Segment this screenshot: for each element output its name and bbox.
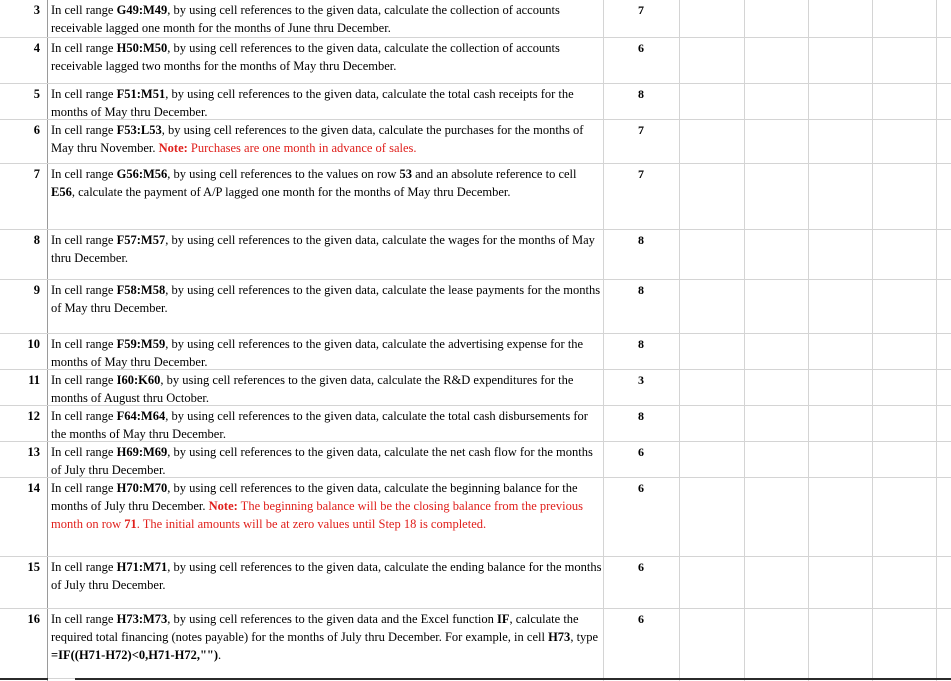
table-row[interactable] xyxy=(0,38,951,84)
text-segment: In cell range xyxy=(51,445,117,459)
step-number: 15 xyxy=(27,560,40,574)
step-description xyxy=(51,406,603,443)
step-description xyxy=(51,230,603,267)
step-number: 5 xyxy=(33,87,40,101)
text-segment: . xyxy=(218,648,222,662)
step-description xyxy=(51,334,603,371)
text-segment: In cell range xyxy=(51,560,117,574)
text-segment: In cell range xyxy=(51,373,117,387)
step-number: 4 xyxy=(33,41,40,55)
text-segment: In cell range xyxy=(51,481,117,495)
points-value: 8 xyxy=(638,409,644,423)
bold-text: F59:M59 xyxy=(116,337,166,351)
text-segment: In cell range xyxy=(51,233,117,247)
points-value: 6 xyxy=(638,481,644,495)
points-value: 8 xyxy=(638,337,644,351)
bold-text: F58:M58 xyxy=(116,283,166,297)
text-segment: , by using cell references to the given data, calculate the lease payments for the months of May thru December. xyxy=(51,283,601,315)
table-row[interactable] xyxy=(0,0,951,38)
table-row[interactable] xyxy=(0,334,951,370)
bottom-border xyxy=(75,678,951,680)
text-segment: , by using cell references to the values on row xyxy=(167,167,400,181)
bold-text: 53 xyxy=(399,167,412,181)
text-segment: , type xyxy=(570,630,599,644)
step-number: 13 xyxy=(27,445,40,459)
step-number: 16 xyxy=(27,612,40,626)
text-segment: In cell range xyxy=(51,337,117,351)
table-row[interactable] xyxy=(0,478,951,557)
table-row[interactable] xyxy=(0,557,951,609)
bold-text: H73 xyxy=(548,630,571,644)
points-value: 3 xyxy=(638,373,644,387)
step-description xyxy=(51,442,603,479)
text-segment: In cell range xyxy=(51,87,117,101)
table-row[interactable] xyxy=(0,84,951,120)
bold-text: G56:M56 xyxy=(116,167,168,181)
text-segment: . The initial amounts will be at zero values until Step 18 is completed. xyxy=(136,517,487,531)
bold-text: F64:M64 xyxy=(116,409,166,423)
bold-text: 71 xyxy=(124,517,137,531)
text-segment: , by using cell references to the given data, calculate the collection of accounts receivable lagged one month for the months of June thru December. xyxy=(51,3,560,35)
text-segment: , by using cell references to the given data, calculate the R&D expenditures for the months of August thru October. xyxy=(51,373,574,405)
text-segment: , by using cell references to the given data, calculate the advertising expense for the months of May thru December. xyxy=(51,337,584,369)
text-segment: Purchases are one month in advance of sales. xyxy=(187,141,417,155)
points-value: 8 xyxy=(638,283,644,297)
points-value: 6 xyxy=(638,612,644,626)
bold-text: H70:M70 xyxy=(116,481,168,495)
table-row[interactable] xyxy=(0,120,951,164)
text-segment: , by using cell references to the given data, calculate the wages for the months of May thru December. xyxy=(51,233,595,265)
text-segment: , by using cell references to the given data, calculate the ending balance for the months of July thru December. xyxy=(51,560,602,592)
bottom-border xyxy=(0,678,48,680)
bold-text: F51:M51 xyxy=(116,87,166,101)
step-number: 9 xyxy=(33,283,40,297)
text-segment: , by using cell references to the given data, calculate the beginning balance for the months of July thru December. xyxy=(51,481,578,513)
table-row[interactable] xyxy=(0,406,951,442)
text-segment: , by using cell references to the given data, calculate the net cash flow for the months of July thru December. xyxy=(51,445,593,477)
step-description xyxy=(51,370,603,407)
step-description xyxy=(51,557,603,594)
text-segment: , by using cell references to the given data, calculate the collection of accounts receivable lagged two months for the months of May thru December. xyxy=(51,41,560,73)
step-description xyxy=(51,164,603,201)
bold-text: F53:L53 xyxy=(116,123,162,137)
step-description xyxy=(51,38,603,75)
text-segment: , by using cell references to the given data, calculate the total cash disbursements for the months of May thru December. xyxy=(51,409,588,441)
text-segment: , calculate the required total financing (notes payable) for the months of July thru December. For example, in cell xyxy=(51,612,579,644)
bold-text: G49:M49 xyxy=(116,3,168,17)
table-row[interactable] xyxy=(0,370,951,406)
bold-text: IF xyxy=(497,612,510,626)
step-number: 6 xyxy=(33,123,40,137)
text-segment: , by using cell references to the given data, calculate the purchases for the months of May thru November. xyxy=(51,123,584,155)
bold-text: E56 xyxy=(51,185,72,199)
bold-text: I60:K60 xyxy=(116,373,161,387)
points-value: 6 xyxy=(638,560,644,574)
bold-text: F57:M57 xyxy=(116,233,166,247)
text-segment: In cell range xyxy=(51,123,117,137)
table-row[interactable] xyxy=(0,280,951,334)
points-value: 8 xyxy=(638,87,644,101)
bold-text: Note: xyxy=(208,499,238,513)
bold-text: H69:M69 xyxy=(116,445,168,459)
step-number: 7 xyxy=(33,167,40,181)
text-segment: In cell range xyxy=(51,409,117,423)
text-segment: In cell range xyxy=(51,3,117,17)
text-segment: In cell range xyxy=(51,167,117,181)
table-row[interactable] xyxy=(0,442,951,478)
step-number: 10 xyxy=(27,337,40,351)
step-description xyxy=(51,84,603,121)
points-value: 6 xyxy=(638,445,644,459)
step-description xyxy=(51,609,603,664)
text-segment: In cell range xyxy=(51,612,117,626)
text-segment: and an absolute reference to cell xyxy=(412,167,577,181)
step-description xyxy=(51,0,603,37)
points-value: 7 xyxy=(638,167,644,181)
table-row[interactable] xyxy=(0,164,951,230)
text-segment: In cell range xyxy=(51,283,117,297)
bold-text: H71:M71 xyxy=(116,560,168,574)
bold-text: =IF((H71-H72)<0,H71-H72,"") xyxy=(51,648,218,662)
text-segment: The beginning balance will be the closing balance from the previous month on row xyxy=(51,499,583,531)
points-value: 6 xyxy=(638,41,644,55)
step-number: 11 xyxy=(28,373,40,387)
step-number: 3 xyxy=(33,3,40,17)
points-value: 7 xyxy=(638,123,644,137)
step-number: 12 xyxy=(27,409,40,423)
step-description xyxy=(51,478,603,533)
table-row[interactable] xyxy=(0,609,951,679)
text-segment: , by using cell references to the given data, calculate the total cash receipts for the months of May thru December. xyxy=(51,87,574,119)
bold-text: H73:M73 xyxy=(116,612,168,626)
step-description xyxy=(51,280,603,317)
bold-text: Note: xyxy=(158,141,188,155)
points-value: 8 xyxy=(638,233,644,247)
step-number: 8 xyxy=(33,233,40,247)
bold-text: H50:M50 xyxy=(116,41,168,55)
table-row[interactable] xyxy=(0,230,951,280)
text-segment: , by using cell references to the given data and the Excel function xyxy=(167,612,498,626)
text-segment: In cell range xyxy=(51,41,117,55)
text-segment: , calculate the payment of A/P lagged one month for the months of May thru December. xyxy=(71,185,511,199)
step-number: 14 xyxy=(27,481,40,495)
points-value: 7 xyxy=(638,3,644,17)
step-description xyxy=(51,120,603,157)
